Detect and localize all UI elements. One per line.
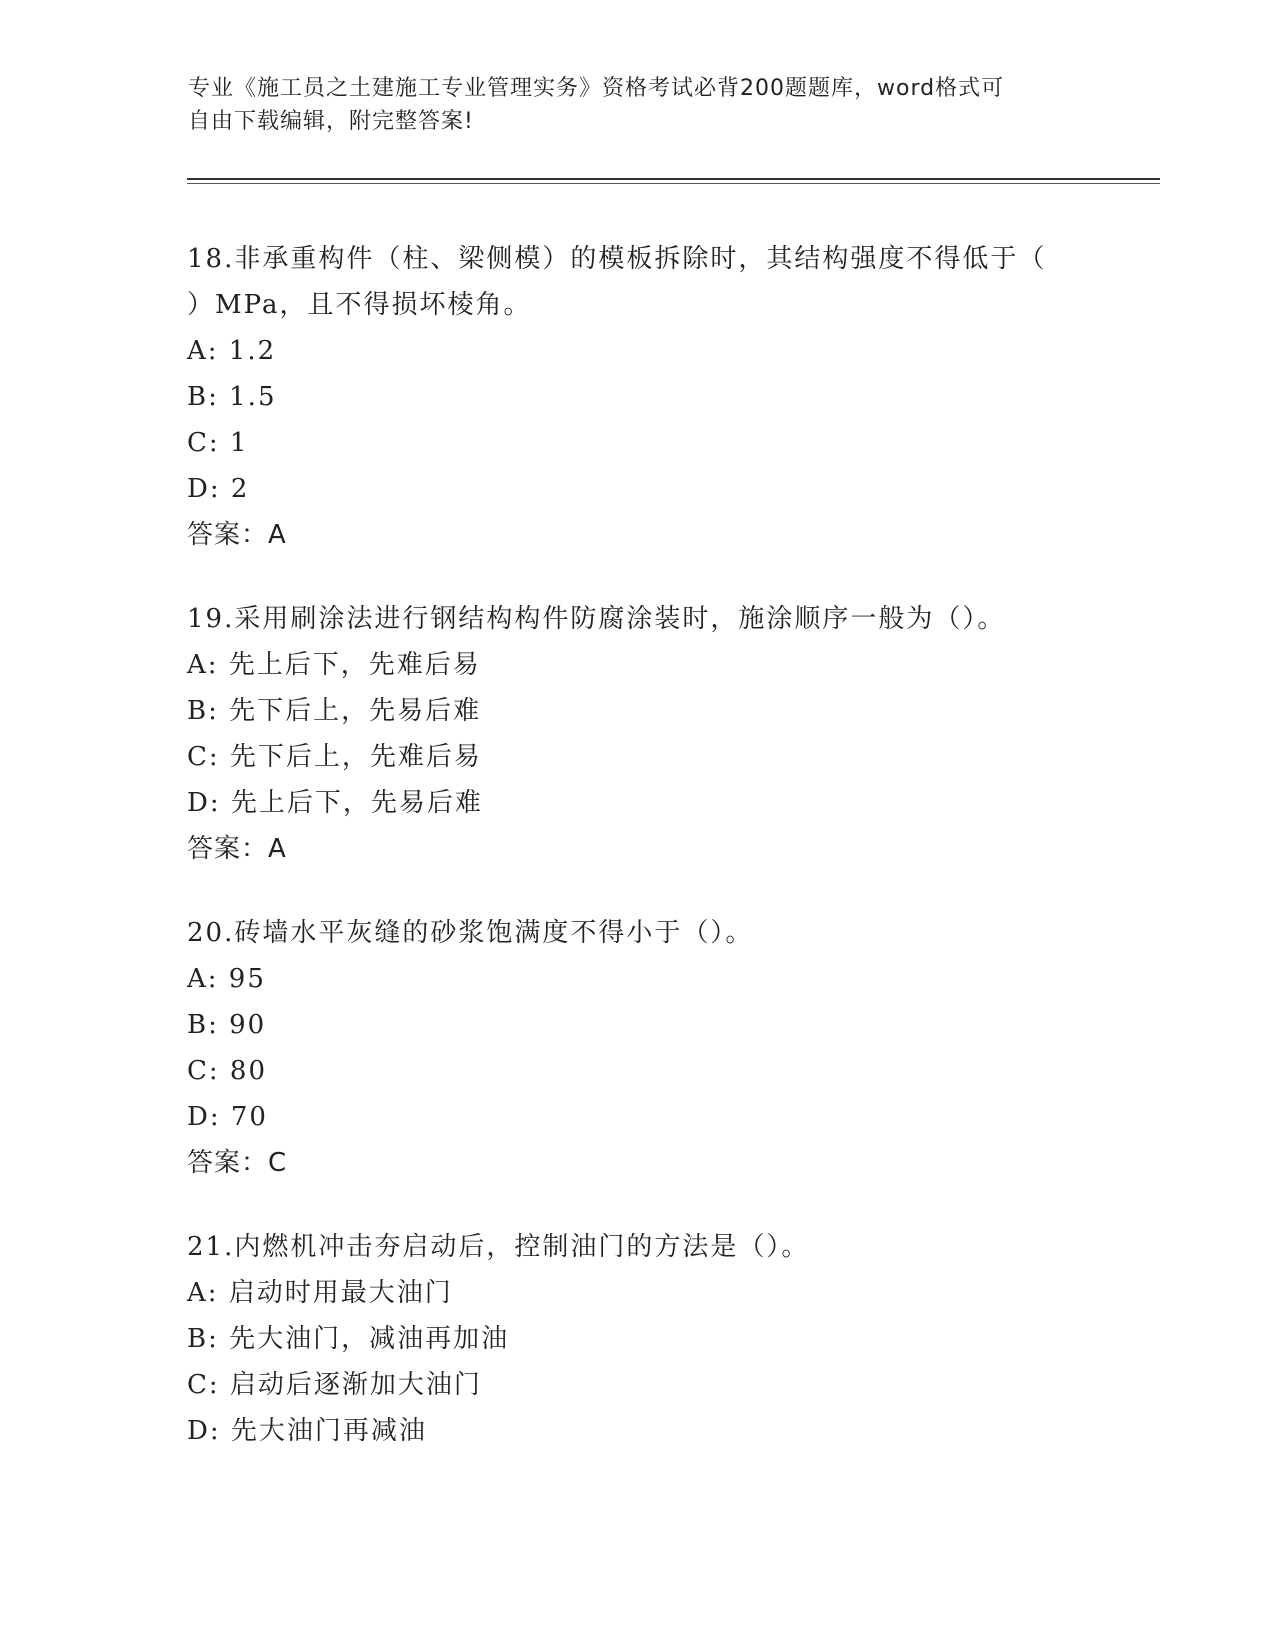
question-21 [187, 1224, 1087, 1454]
question-stem-continued: ）MPa，且不得损坏棱角。 [187, 290, 532, 320]
document-header [188, 72, 1088, 138]
header-line-1: 专业《施工员之土建施工专业管理实务》资格考试必背200题题库，word格式可 [188, 76, 1005, 101]
option-d: D: 2 [187, 474, 250, 504]
option-c: C: 先下后上，先难后易 [187, 742, 482, 772]
option-a: A: 95 [187, 964, 266, 994]
option-b: B: 90 [187, 1010, 267, 1040]
header-divider-thin [187, 183, 1160, 184]
option-b: B: 1.5 [187, 382, 277, 412]
question-stem: 19.采用刷涂法进行钢结构构件防腐涂装时，施涂顺序一般为（）。 [187, 604, 1006, 634]
question-19 [187, 596, 1087, 872]
option-a: A: 先上后下，先难后易 [187, 650, 481, 680]
option-d: D: 先大油门再减油 [187, 1416, 427, 1446]
option-b: B: 先下后上，先易后难 [187, 696, 482, 726]
option-c: C: 启动后逐渐加大油门 [187, 1370, 482, 1400]
option-c: C: 80 [187, 1056, 268, 1086]
question-stem: 21.内燃机冲击夯启动后，控制油门的方法是（）。 [187, 1232, 810, 1262]
option-d: D: 70 [187, 1102, 268, 1132]
answer: 答案：A [187, 834, 287, 864]
option-a: A: 1.2 [187, 336, 277, 366]
question-stem: 18.非承重构件（柱、梁侧模）的模板拆除时，其结构强度不得低于（ [187, 244, 1047, 274]
option-a: A: 启动时用最大油门 [187, 1278, 453, 1308]
option-b: B: 先大油门，减油再加油 [187, 1324, 510, 1354]
answer: 答案：C [187, 1148, 288, 1178]
header-divider-thick [187, 178, 1160, 180]
option-c: C: 1 [187, 428, 249, 458]
question-list [187, 236, 1087, 1492]
question-18 [187, 236, 1087, 558]
header-line-2: 自由下载编辑，附完整答案! [188, 109, 474, 134]
option-d: D: 先上后下，先易后难 [187, 788, 483, 818]
answer: 答案：A [187, 520, 287, 550]
question-20 [187, 910, 1087, 1186]
question-stem: 20.砖墙水平灰缝的砂浆饱满度不得小于（）。 [187, 918, 754, 948]
